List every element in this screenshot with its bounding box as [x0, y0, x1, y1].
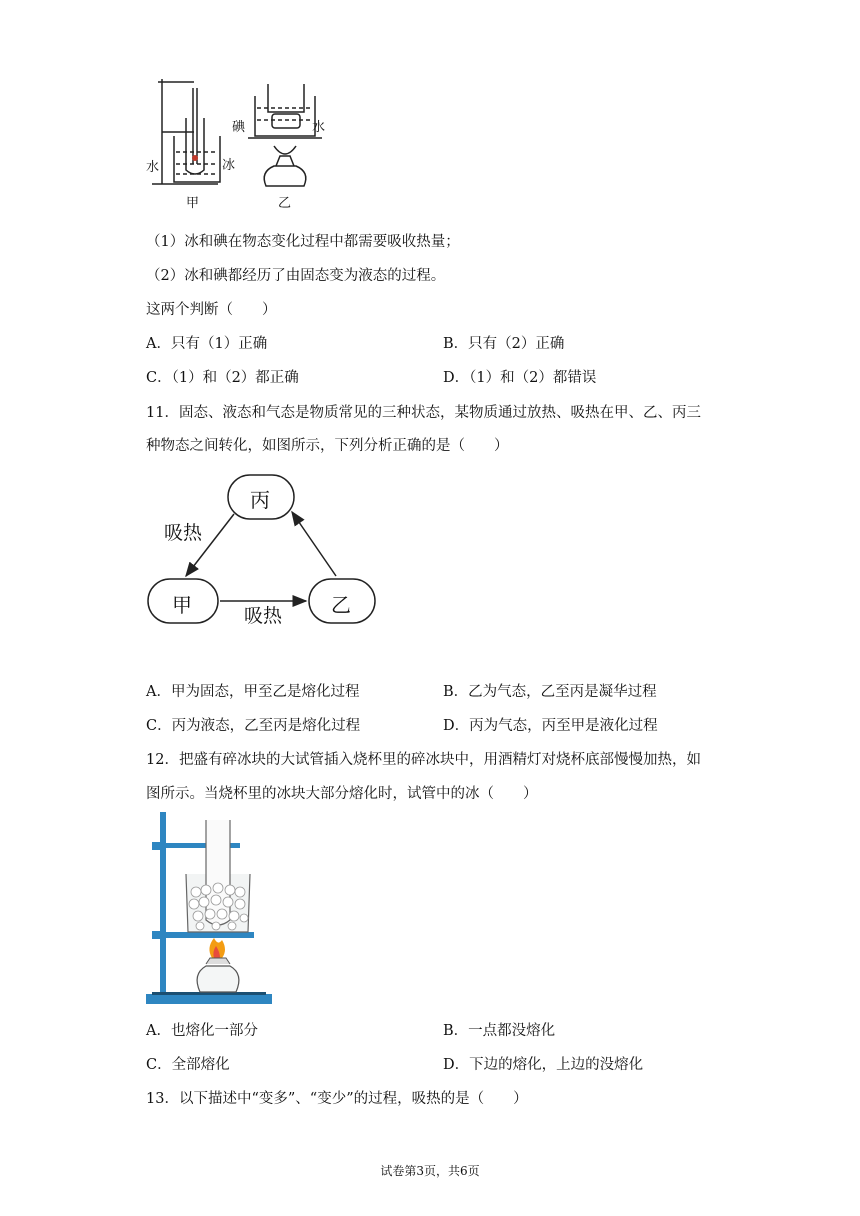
- q13-stem-line-1: 13．以下描述中“变多”、“变少”的过程，吸热的是（ ）: [146, 1091, 528, 1107]
- q10-question: 这两个判断（ ）: [146, 302, 277, 318]
- node-jia-label: 甲: [172, 593, 192, 617]
- q10-option-c: C．（1）和（2）都正确: [146, 370, 299, 386]
- q12-stem-line-2: 图所示。当烧杯里的冰块大部分熔化时，试管中的冰（ ）: [146, 786, 538, 802]
- q10-option-b: B．只有（2）正确: [443, 336, 565, 352]
- fig-q10-ice-label: 冰: [222, 158, 236, 173]
- q12-option-a: A．也熔化一部分: [146, 1023, 258, 1039]
- node-bing-label: 丙: [250, 488, 270, 512]
- q10-statement-2: （2）冰和碘都经历了由固态变为液态的过程。: [146, 268, 446, 284]
- q11-stem-line-1: 11．固态、液态和气态是物质常见的三种状态，某物质通过放热、吸热在甲、乙、丙三: [146, 405, 701, 421]
- q12-option-d: D．下边的熔化，上边的没熔化: [443, 1057, 644, 1073]
- q11-stem-line-2: 种物态之间转化，如图所示，下列分析正确的是（ ）: [146, 438, 509, 454]
- q12-option-c: C．全部熔化: [146, 1057, 230, 1073]
- q12-stem-line-1: 12．把盛有碎冰块的大试管插入烧杯里的碎冰块中，用酒精灯对烧杯底部慢慢加热，如: [146, 752, 701, 768]
- q10-option-d: D．（1）和（2）都错误: [443, 370, 597, 386]
- arrow-bottom-label: 吸热: [244, 605, 283, 627]
- arrow-left-label: 吸热: [164, 522, 203, 544]
- q11-option-d: D．丙为气态，丙至甲是液化过程: [443, 718, 658, 734]
- page-footer: 试卷第3页，共6页: [380, 1164, 480, 1178]
- fig-q10-water-label: 水: [146, 160, 160, 175]
- q11-option-b: B．乙为气态，乙至丙是凝华过程: [443, 684, 657, 700]
- q10-statement-1: （1）冰和碘在物态变化过程中都需要吸收热量；: [146, 234, 460, 250]
- fig-q10-label-left: 甲: [186, 196, 200, 211]
- arrow-yi-to-bing: [292, 512, 336, 576]
- fig-q10-label-right: 乙: [278, 196, 292, 211]
- q11-option-a: A．甲为固态，甲至乙是熔化过程: [146, 684, 360, 700]
- q11-option-c: C．丙为液态，乙至丙是熔化过程: [146, 718, 361, 734]
- fig-q10-iodine-label: 碘: [232, 120, 246, 135]
- figure-q12-ice-heating-apparatus: [144, 808, 274, 1008]
- figure-q10-apparatus: [148, 74, 328, 216]
- state-change-diagram: [146, 472, 378, 638]
- node-yi-label: 乙: [331, 593, 351, 617]
- q12-option-b: B．一点都没熔化: [443, 1023, 556, 1039]
- fig-q10-water-label-2: 水: [312, 120, 326, 135]
- q10-option-a: A．只有（1）正确: [146, 336, 268, 352]
